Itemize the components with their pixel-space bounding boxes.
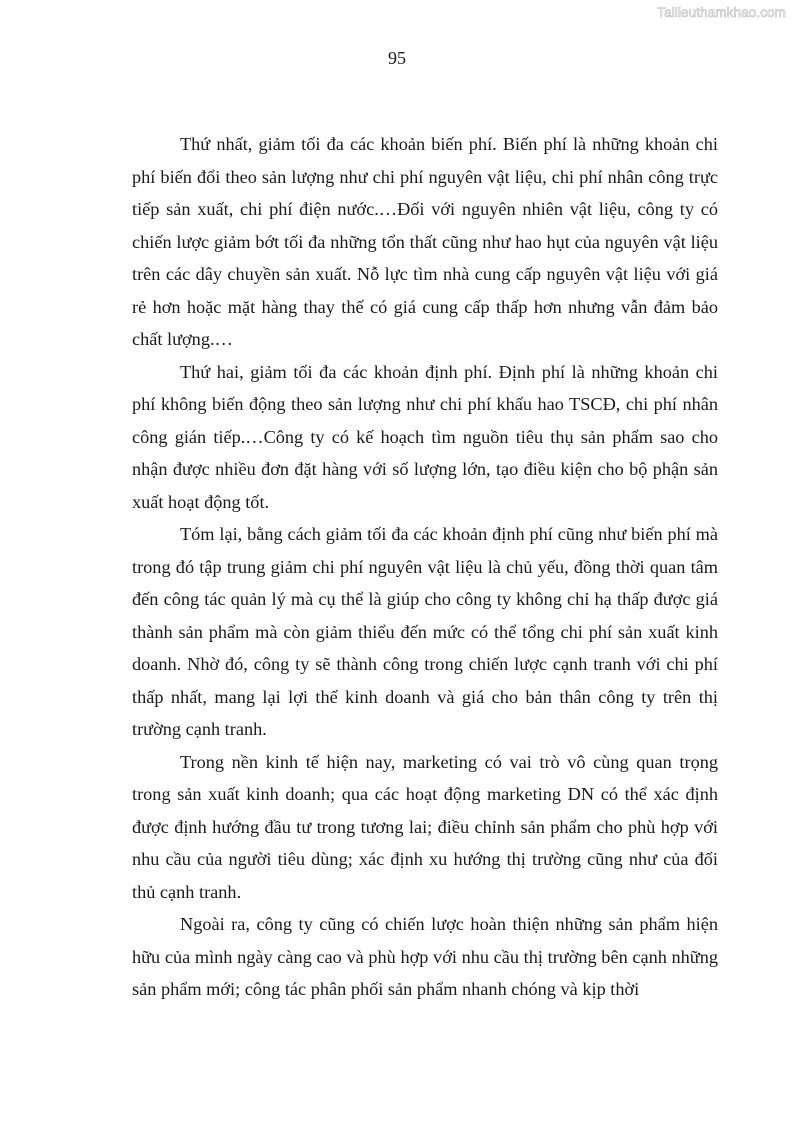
document-body [132,128,718,1006]
watermark-text: Tailieuthamkhao.com [657,5,786,20]
paragraph-1: Thứ nhất, giảm tối đa các khoản biến phí. Biến phí là những khoản chi phí biến đổi theo sản lượng như chi phí nguyên vật liệu, chi phí nhân công trực tiếp sản xuất, chi phí điện nước.…Đối với nguyên nhiên vật liệu, công ty có chiến lược giảm bớt tối đa những tổn thất cũng như hao hụt của nguyên vật liệu trên các dây chuyền sản xuất. Nỗ lực tìm nhà cung cấp nguyên vật liệu với giá rẻ hơn hoặc mặt hàng thay thế có giá cung cấp thấp hơn nhưng vẫn đảm bảo chất lượng.… [132,134,718,349]
paragraph-4: Trong nền kinh tế hiện nay, marketing có vai trò vô cùng quan trọng trong sản xuất kinh doanh; qua các hoạt động marketing DN có thể xác định được định hướng đầu tư trong tương lai; điều chỉnh sản phẩm cho phù hợp với nhu cầu của người tiêu dùng; xác định xu hướng thị trường cũng như của đối thủ cạnh tranh. [132,751,718,902]
paragraph-2: Thứ hai, giảm tối đa các khoản định phí. Định phí là những khoản chi phí không biến động theo sản lượng như chi phí khấu hao TSCĐ, chi phí nhân công gián tiếp.…Công ty có kế hoạch tìm nguồn tiêu thụ sản phẩm sao cho nhận được nhiều đơn đặt hàng với số lượng lớn, tạo điều kiện cho bộ phận sản xuất hoạt động tốt. [132,361,718,512]
paragraph-5: Ngoài ra, công ty cũng có chiến lược hoàn thiện những sản phẩm hiện hữu của mình ngày càng cao và phù hợp với nhu cầu thị trường bên cạnh những sản phẩm mới; công tác phân phối sản phẩm nhanh chóng và kịp thời [132,914,718,999]
page-number: 95 [388,48,406,68]
paragraph-3: Tóm lại, bằng cách giảm tối đa các khoản định phí cũng như biến phí mà trong đó tập trung giảm chi phí nguyên vật liệu là chủ yếu, đồng thời quan tâm đến công tác quản lý mà cụ thể là giúp cho công ty không chỉ hạ thấp được giá thành sản phẩm mà còn giảm thiểu đến mức có thể tổng chi phí sản xuất kinh doanh. Nhờ đó, công ty sẽ thành công trong chiến lược cạnh tranh với chi phí thấp nhất, mang lại lợi thế kinh doanh và giá cho bản thân công ty trên thị trường cạnh tranh. [132,524,718,739]
